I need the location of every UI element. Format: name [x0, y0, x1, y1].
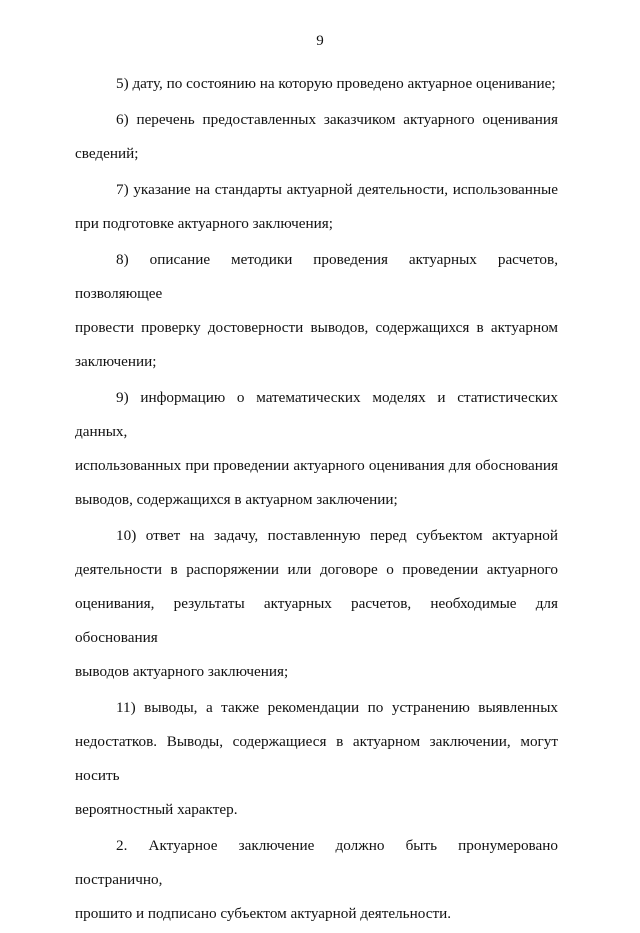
- paragraph-line: деятельности в распоряжении или договоре о проведении актуарного: [75, 561, 558, 578]
- paragraph-line: прошито и подписано субъектом актуарной деятельности.: [75, 905, 452, 922]
- list-item-6: [75, 103, 558, 171]
- paragraph-line: использованных при проведении актуарного оценивания для обоснования: [75, 457, 558, 474]
- paragraph-line: 8) описание методики проведения актуарных расчетов, позволяющее: [75, 251, 558, 302]
- document-body: [75, 67, 558, 933]
- paragraph-line: 5) дату, по состоянию на которую проведено актуарное оценивание;: [116, 75, 556, 92]
- paragraph-line: вероятностный характер.: [75, 801, 238, 818]
- paragraph-line: выводов, содержащихся в актуарном заключении;: [75, 491, 398, 508]
- paragraph-line: 7) указание на стандарты актуарной деятельности, использованные: [116, 181, 558, 198]
- paragraph-line: 9) информацию о математических моделях и статистических данных,: [75, 389, 558, 440]
- list-item-10: [75, 519, 558, 689]
- paragraph-line: заключении;: [75, 353, 157, 370]
- list-item-11: [75, 691, 558, 827]
- list-item-7: [75, 173, 558, 241]
- paragraph-line: 6) перечень предоставленных заказчиком актуарного оценивания: [116, 111, 558, 128]
- paragraph-line: 10) ответ на задачу, поставленную перед субъектом актуарной: [116, 527, 558, 544]
- paragraph-line: выводов актуарного заключения;: [75, 663, 289, 680]
- paragraph-line: недостатков. Выводы, содержащиеся в актуарном заключении, могут носить: [75, 733, 558, 784]
- paragraph-line: сведений;: [75, 145, 139, 162]
- paragraph-line: провести проверку достоверности выводов, содержащихся в актуарном: [75, 319, 558, 336]
- paragraph-line: оценивания, результаты актуарных расчетов, необходимые для обоснования: [75, 595, 558, 646]
- paragraph-line: 11) выводы, а также рекомендации по устранению выявленных: [116, 699, 558, 716]
- paragraph-line: 2. Актуарное заключение должно быть пронумеровано постранично,: [75, 837, 558, 888]
- list-item-9: [75, 381, 558, 517]
- list-item-5: [75, 67, 558, 101]
- clause-2: [75, 829, 558, 931]
- page-number: 9: [316, 33, 324, 49]
- paragraph-line: при подготовке актуарного заключения;: [75, 215, 333, 232]
- list-item-8: [75, 243, 558, 379]
